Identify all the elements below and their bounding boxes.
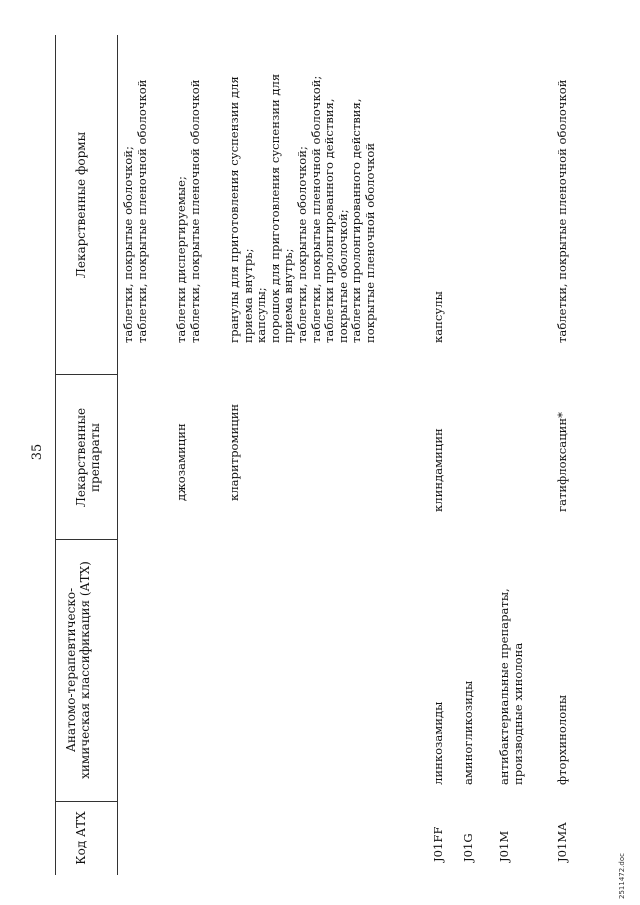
col-divider-2 (55, 539, 117, 540)
row-class: линкозамиды (431, 701, 445, 785)
row-class: антибактериальные препараты, производные хинолона (497, 588, 525, 785)
row-code: J01M (497, 830, 511, 862)
header-classification: Анатомо-терапевтическо-химическая классификация (АТХ) (64, 561, 92, 779)
row-drug: гатифлоксацин* (555, 412, 569, 512)
cont-forms-1: таблетки, покрытые оболочкой; таблетки, покрытые пленочной оболочкой (121, 79, 149, 343)
page-number: 35 (30, 443, 45, 461)
header-code: Код АТХ (74, 811, 88, 865)
col-divider-1 (55, 801, 117, 802)
row-code: J01FF (431, 826, 445, 862)
header-forms: Лекарственные формы (74, 131, 88, 279)
row-forms: таблетки, покрытые пленочной оболочкой (555, 79, 569, 343)
cont-forms-3: гранулы для приготовления суспензии для приема внутрь; капсулы; порошок для приготовления суспензии для приема внутрь; таблетки, покрытые оболочкой; таблетки, покрытые пленочной оболочкой; таблетки пролонгированного действия, покрытые оболочкой; таблетки пролонгированного действия, покрытые пленочной оболочкой (227, 73, 377, 343)
row-forms: капсулы (431, 291, 445, 343)
cont-drug-2: джозамицин (174, 423, 188, 501)
header-drugs: Лекарственные препараты (74, 407, 102, 508)
row-class: аминогликозиды (461, 680, 475, 785)
cont-drug-3: кларитромицин (227, 403, 241, 501)
header-bottom-rule (117, 35, 118, 875)
row-drug: клиндамицин (431, 428, 445, 512)
row-code: J01G (461, 833, 475, 862)
cont-forms-2: таблетки диспергируемые; таблетки, покрытые пленочной оболочкой (174, 79, 202, 343)
row-class: фторхинолоны (555, 694, 569, 785)
footer-file-name: 2511472.doc (618, 853, 626, 899)
col-divider-3 (55, 374, 117, 375)
header-top-rule (55, 35, 56, 875)
row-code: J01MA (555, 822, 569, 862)
